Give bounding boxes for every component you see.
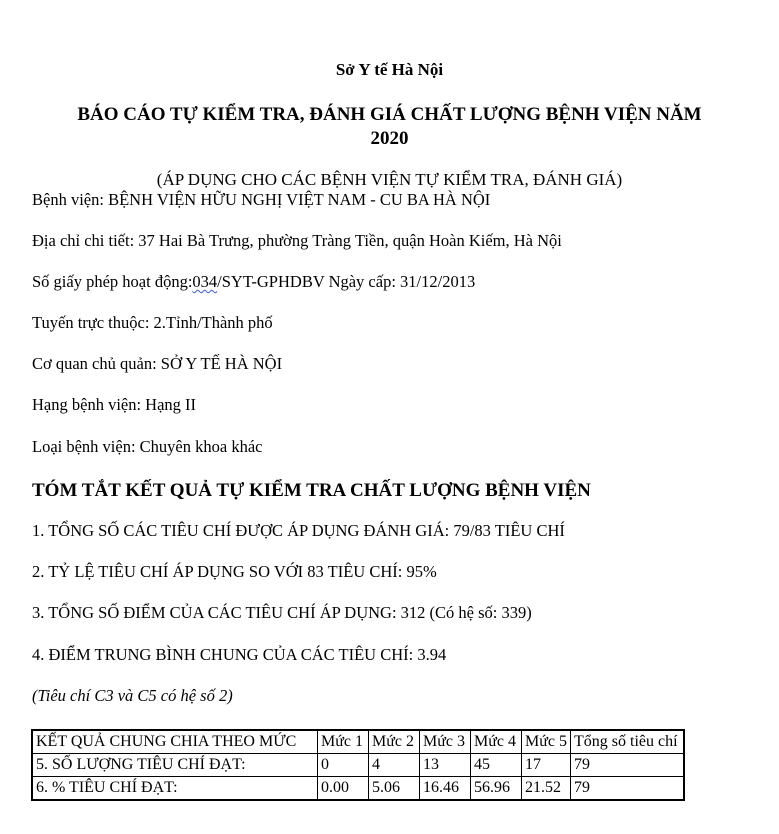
license-suffix: /SYT-GPHDBV Ngày cấp: 31/12/2013 [217,272,476,291]
hospital-address: Địa chỉ chi tiết: 37 Hai Bà Trưng, phường Tràng Tiền, quận Hoàn Kiếm, Hà Nội [32,231,562,250]
hospital-type: Loại bệnh viện: Chuyên khoa khác [32,437,263,456]
header-cell: Mức 2 [369,730,420,754]
header-cell: KẾT QUẢ CHUNG CHIA THEO MỨC [32,730,318,754]
hospital-rank: Hạng bệnh viện: Hạng II [32,395,197,414]
results-table [31,729,685,801]
coefficient-note: (Tiêu chí C3 và C5 có hệ số 2) [32,686,233,705]
table-cell: 5.06 [369,777,420,801]
table-cell: 13 [420,754,471,777]
summary-item: 1. TỔNG SỐ CÁC TIÊU CHÍ ĐƯỢC ÁP DỤNG ĐÁNH GIÁ: 79/83 TIÊU CHÍ [32,521,565,540]
table-row [32,777,684,801]
report-title-line-1: BÁO CÁO TỰ KIỂM TRA, ĐÁNH GIÁ CHẤT LƯỢNG BỆNH VIỆN NĂM [77,104,702,125]
header-cell: Mức 4 [471,730,522,754]
summary-item: 4. ĐIỂM TRUNG BÌNH CHUNG CỦA CÁC TIÊU CHÍ: 3.94 [32,645,447,664]
table-header-row [32,730,684,754]
table-row [32,754,684,777]
department-name: Sở Y tế Hà Nội [335,60,444,79]
header-cell: Mức 5 [522,730,571,754]
hospital-level: Tuyến trực thuộc: 2.Tỉnh/Thành phố [32,313,273,332]
report-subtitle: (ÁP DỤNG CHO CÁC BỆNH VIỆN TỰ KIỂM TRA, ĐÁNH GIÁ) [156,170,623,189]
table-cell: 5. SỐ LƯỢNG TIÊU CHÍ ĐẠT: [32,754,318,777]
managing-agency: Cơ quan chủ quản: SỞ Y TẾ HÀ NỘI [32,354,283,373]
table-cell: 0.00 [318,777,369,801]
license-info [32,272,475,292]
summary-item: 3. TỔNG SỐ ĐIỂM CỦA CÁC TIÊU CHÍ ÁP DỤNG: 312 (Có hệ số: 339) [32,603,532,622]
table-cell: 16.46 [420,777,471,801]
summary-heading: TÓM TẮT KẾT QUẢ TỰ KIỂM TRA CHẤT LƯỢNG BỆNH VIỆN [32,480,591,501]
summary-item: 2. TỶ LỆ TIÊU CHÍ ÁP DỤNG SO VỚI 83 TIÊU CHÍ: 95% [32,562,437,581]
table-cell: 4 [369,754,420,777]
table-cell: 0 [318,754,369,777]
header-cell: Mức 1 [318,730,369,754]
table-cell: 17 [522,754,571,777]
table-cell: 45 [471,754,522,777]
header-cell: Mức 3 [420,730,471,754]
table-cell: 21.52 [522,777,571,801]
header-cell: Tổng số tiêu chí [571,730,685,754]
license-prefix: Số giấy phép hoạt động: [32,272,193,291]
report-title-line-2: 2020 [370,128,409,149]
table-cell: 79 [571,754,685,777]
hospital-name: Bệnh viện: BỆNH VIỆN HỮU NGHỊ VIỆT NAM - CU BA HÀ NỘI [32,190,491,209]
table-cell: 56.96 [471,777,522,801]
license-number: 034 [192,272,218,291]
table-cell: 79 [571,777,685,801]
table-cell: 6. % TIÊU CHÍ ĐẠT: [32,777,318,801]
